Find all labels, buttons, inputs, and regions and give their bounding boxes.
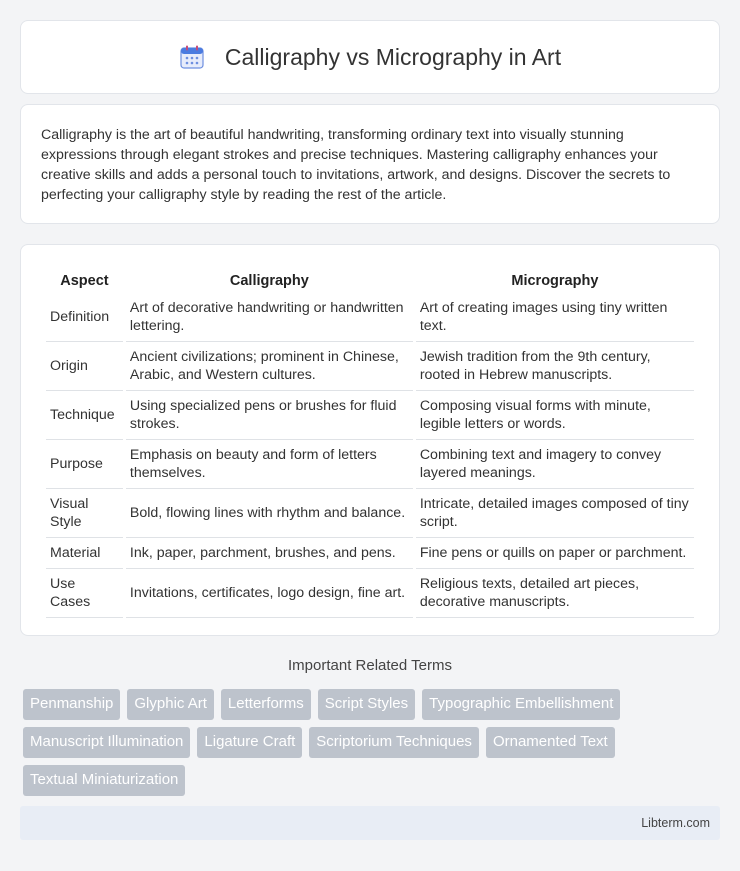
footer-site-link[interactable]: Libterm.com xyxy=(641,816,710,830)
comparison-table xyxy=(43,265,697,618)
row-micrography: Jewish tradition from the 9th century, rooted in Hebrew manuscripts. xyxy=(416,342,694,391)
tag-penmanship[interactable]: Penmanship xyxy=(23,689,120,720)
table-row xyxy=(46,391,694,440)
row-micrography: Combining text and imagery to convey layered meanings. xyxy=(416,440,694,489)
row-aspect: Material xyxy=(46,538,123,569)
intro-card xyxy=(20,104,720,224)
row-micrography: Fine pens or quills on paper or parchment. xyxy=(416,538,694,569)
tag-manuscript-illumination[interactable]: Manuscript Illumination xyxy=(23,727,190,758)
table-row xyxy=(46,440,694,489)
related-terms-list xyxy=(23,689,723,803)
row-calligraphy: Ink, paper, parchment, brushes, and pens. xyxy=(126,538,413,569)
table-row xyxy=(46,489,694,538)
tag-ornamented-text[interactable]: Ornamented Text xyxy=(486,727,615,758)
table-row xyxy=(46,293,694,342)
row-calligraphy: Invitations, certificates, logo design, fine art. xyxy=(126,569,413,618)
row-calligraphy: Using specialized pens or brushes for fluid strokes. xyxy=(126,391,413,440)
tag-scriptorium-techniques[interactable]: Scriptorium Techniques xyxy=(309,727,479,758)
header-aspect: Aspect xyxy=(60,273,109,289)
row-calligraphy: Art of decorative handwriting or handwritten lettering. xyxy=(126,293,413,342)
table-row xyxy=(46,569,694,618)
tag-ligature-craft[interactable]: Ligature Craft xyxy=(197,727,302,758)
table-header-row xyxy=(46,265,694,293)
row-calligraphy: Ancient civilizations; prominent in Chinese, Arabic, and Western cultures. xyxy=(126,342,413,391)
header-calligraphy: Calligraphy xyxy=(229,273,309,289)
row-aspect: Origin xyxy=(46,342,123,391)
row-aspect: Visual Style xyxy=(46,489,123,538)
tag-script-styles[interactable]: Script Styles xyxy=(318,689,415,720)
page-title: Calligraphy vs Micrography in Art xyxy=(224,43,562,70)
related-terms-title: Important Related Terms xyxy=(288,657,452,674)
title-card xyxy=(20,20,720,94)
tag-typographic-embellishment[interactable]: Typographic Embellishment xyxy=(422,689,620,720)
table-row xyxy=(46,538,694,569)
row-calligraphy: Bold, flowing lines with rhythm and balance. xyxy=(126,489,413,538)
row-micrography: Religious texts, detailed art pieces, decorative manuscripts. xyxy=(416,569,694,618)
intro-text: Calligraphy is the art of beautiful handwriting, transforming ordinary text into visually stunning expressions through elegant strokes and precise techniques. Mastering calligraphy enhances your creative skills and adds a personal touch to invitations, artwork, and designs. Discover the secrets to perfecting your calligraphy style by reading the rest of the article. xyxy=(41,127,671,203)
tag-glyphic-art[interactable]: Glyphic Art xyxy=(127,689,214,720)
comparison-table-card xyxy=(20,244,720,636)
tag-textual-miniaturization[interactable]: Textual Miniaturization xyxy=(23,765,185,796)
row-micrography: Intricate, detailed images composed of tiny script. xyxy=(416,489,694,538)
row-aspect: Technique xyxy=(46,391,123,440)
row-calligraphy: Emphasis on beauty and form of letters themselves. xyxy=(126,440,413,489)
tag-letterforms[interactable]: Letterforms xyxy=(221,689,311,720)
footer xyxy=(20,806,720,840)
row-micrography: Composing visual forms with minute, legible letters or words. xyxy=(416,391,694,440)
header-micrography: Micrography xyxy=(511,273,599,289)
row-micrography: Art of creating images using tiny written text. xyxy=(416,293,694,342)
row-aspect: Purpose xyxy=(46,440,123,489)
calendar-icon xyxy=(179,44,205,70)
table-row xyxy=(46,342,694,391)
row-aspect: Definition xyxy=(46,293,123,342)
row-aspect: Use Cases xyxy=(46,569,123,618)
